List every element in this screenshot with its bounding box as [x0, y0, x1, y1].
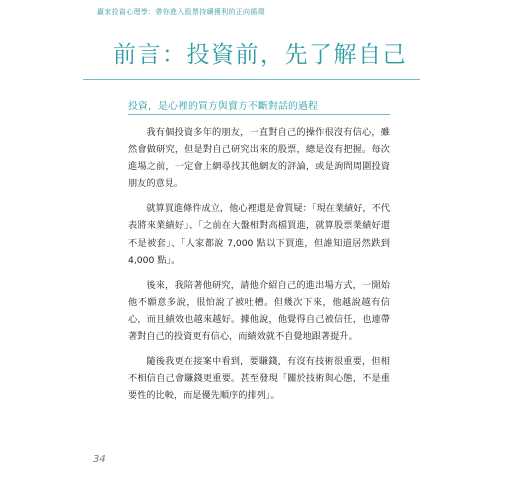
paragraph: 就算買進條件成立，他心裡還是會質疑：「現在業績好，不代表將來業績好」、「之前在大盤相對高檔買進，就算股票業績好還不是被套」、「人家都說 7,000 點以下買進，但誰知道居然跌到 4,000 點」。 — [128, 203, 390, 266]
paragraph: 我有個投資多年的朋友，一直對自己的操作很沒有信心，雖然會做研究，但是對自己研究出來的股票，總是沒有把握。每次進場之前，一定會上網尋找其他網友的評論，或是詢問周圍投資朋友的意見。 — [128, 127, 390, 190]
section-heading-divider — [128, 114, 390, 115]
page-number: 34 — [93, 454, 106, 465]
section-heading: 投資，是心裡的買方與賣方不斷對話的過程 — [128, 101, 318, 112]
chapter-title-divider — [83, 79, 420, 80]
chapter-title: 前言：投資前，先了解自己 — [113, 42, 407, 68]
body-text — [128, 124, 390, 412]
paragraph: 後來，我陪著他研究，請他介紹自己的進出場方式，一開始他不願意多說，很怕說了被吐槽。但幾次下來，他越說越有信心，而且績效也越來越好。據他說，他覺得自己被信任，也連帶著對自己的投資更有信心，而績效就不自覺地跟著提升。 — [128, 279, 390, 343]
running-header: 贏家投資心理學：帶你進入股票持續獲利的正向循環 — [97, 8, 265, 16]
paragraph: 隨後我更在接案中看到，要賺錢，有沒有技術很重要，但相不相信自己會賺錢更重要。甚至發現「關於技術與心態，不是重要性的比較，而是優先順序的排列」。 — [128, 356, 390, 402]
